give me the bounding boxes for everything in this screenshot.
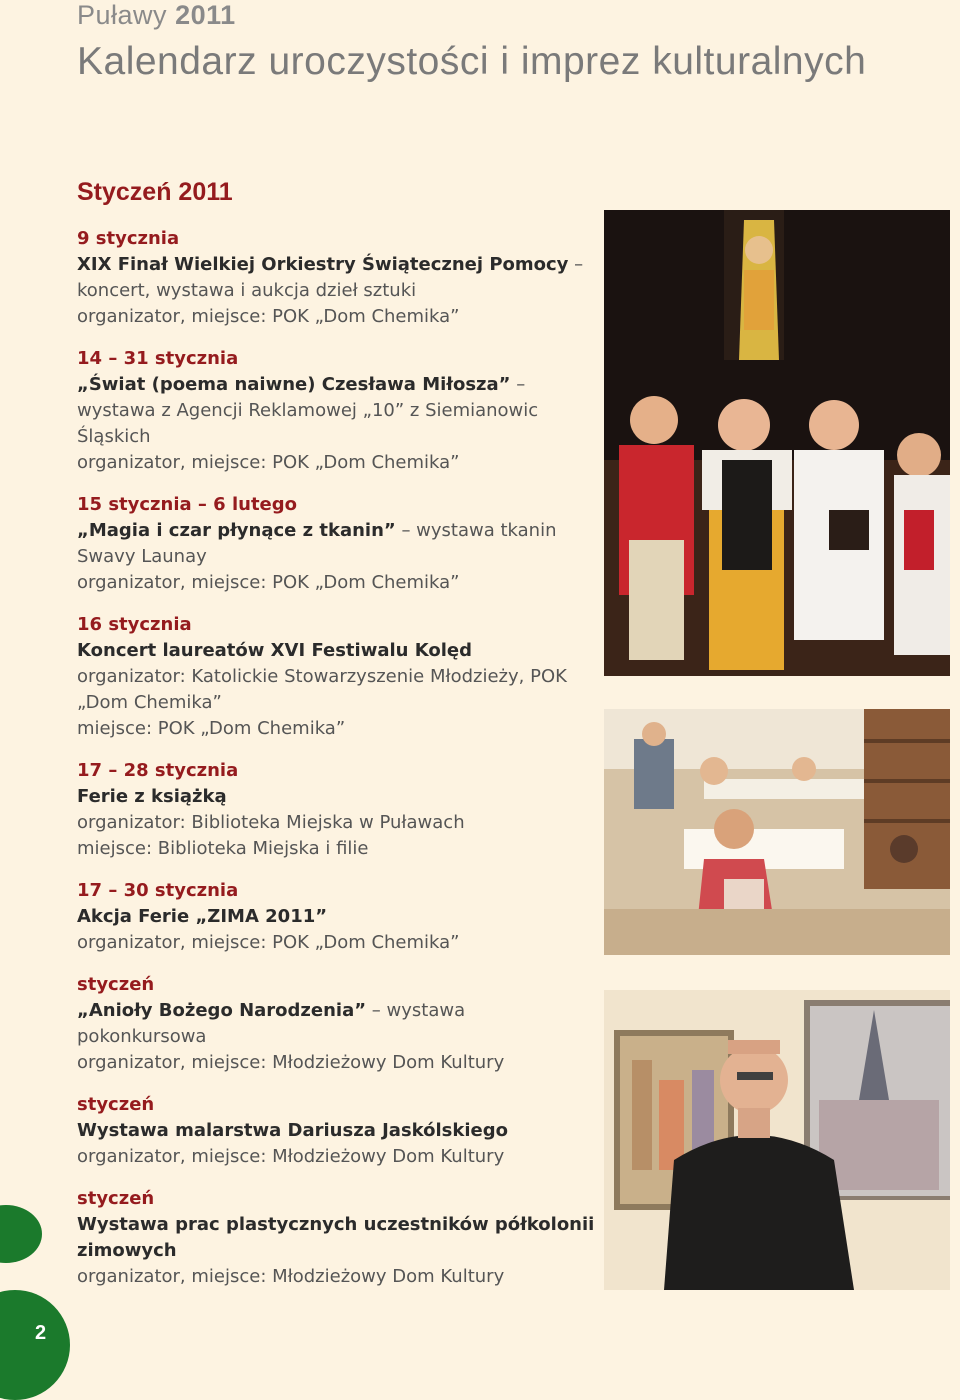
event-description: – wystawa z Agencji Reklamowej „10” z Siemianowic Śląskich: [77, 374, 539, 447]
event-date: 17 – 28 stycznia: [77, 760, 239, 781]
event-item: [77, 612, 597, 742]
event-title: XIX Finał Wielkiej Orkiestry Świątecznej Pomocy: [77, 254, 569, 275]
event-title: Wystawa malarstwa Dariusza Jaskólskiego: [77, 1120, 508, 1141]
event-date: styczeń: [77, 974, 155, 995]
choir-photo: [604, 210, 950, 676]
event-item: [77, 1186, 597, 1290]
event-title: Ferie z książką: [77, 786, 227, 807]
event-date: 14 – 31 stycznia: [77, 348, 239, 369]
event-info: organizator, miejsce: POK „Dom Chemika”: [77, 932, 460, 953]
header-year-value: 2011: [175, 0, 236, 30]
event-item: [77, 492, 597, 596]
event-date: 9 stycznia: [77, 228, 180, 249]
event-item: [77, 346, 597, 476]
event-date: styczeń: [77, 1094, 155, 1115]
painter-photo: [604, 990, 950, 1290]
event-info: miejsce: Biblioteka Miejska i filie: [77, 838, 369, 859]
decorative-circle: [0, 1205, 42, 1263]
event-info: miejsce: POK „Dom Chemika”: [77, 718, 346, 739]
event-title: „Świat (poema naiwne) Czesława Miłosza”: [77, 374, 511, 395]
event-description: – wystawa pokonkursowa: [77, 1000, 466, 1047]
event-item: [77, 1092, 597, 1170]
month-heading: Styczeń 2011: [77, 178, 233, 206]
event-info: organizator, miejsce: Młodzieżowy Dom Kultury: [77, 1052, 505, 1073]
event-date: styczeń: [77, 1188, 155, 1209]
event-date: 15 stycznia – 6 lutego: [77, 494, 298, 515]
event-info: organizator, miejsce: POK „Dom Chemika”: [77, 306, 460, 327]
library-photo: [604, 709, 950, 955]
event-title: Koncert laureatów XVI Festiwalu Kolęd: [77, 640, 472, 661]
event-date: 17 – 30 stycznia: [77, 880, 239, 901]
event-title: „Anioły Bożego Narodzenia”: [77, 1000, 367, 1021]
event-title: Wystawa prac plastycznych uczestników półkolonii zimowych: [77, 1214, 595, 1261]
event-item: [77, 878, 597, 956]
event-item: [77, 758, 597, 862]
page-number: 2: [35, 1322, 47, 1344]
page-number-tab: [0, 1290, 70, 1400]
event-info: organizator: Biblioteka Miejska w Puławach: [77, 812, 465, 833]
event-info: organizator: Katolickie Stowarzyszenie Młodzieży, POK „Dom Chemika”: [77, 666, 567, 713]
header-year: [77, 0, 236, 31]
event-info: organizator, miejsce: Młodzieżowy Dom Kultury: [77, 1266, 505, 1287]
event-item: [77, 972, 597, 1076]
event-description: – wystawa tkanin Swavy Launay: [77, 520, 557, 567]
page-title: Kalendarz uroczystości i imprez kulturalnych: [77, 40, 867, 83]
header-year-label: Puławy: [77, 0, 168, 30]
event-title: Akcja Ferie „ZIMA 2011”: [77, 906, 328, 927]
event-description: – koncert, wystawa i aukcja dzieł sztuki: [77, 254, 584, 301]
event-info: organizator, miejsce: Młodzieżowy Dom Kultury: [77, 1146, 505, 1167]
event-info: organizator, miejsce: POK „Dom Chemika”: [77, 452, 460, 473]
events-list: [77, 226, 597, 1306]
event-date: 16 stycznia: [77, 614, 192, 635]
event-item: [77, 226, 597, 330]
event-title: „Magia i czar płynące z tkanin”: [77, 520, 396, 541]
event-info: organizator, miejsce: POK „Dom Chemika”: [77, 572, 460, 593]
